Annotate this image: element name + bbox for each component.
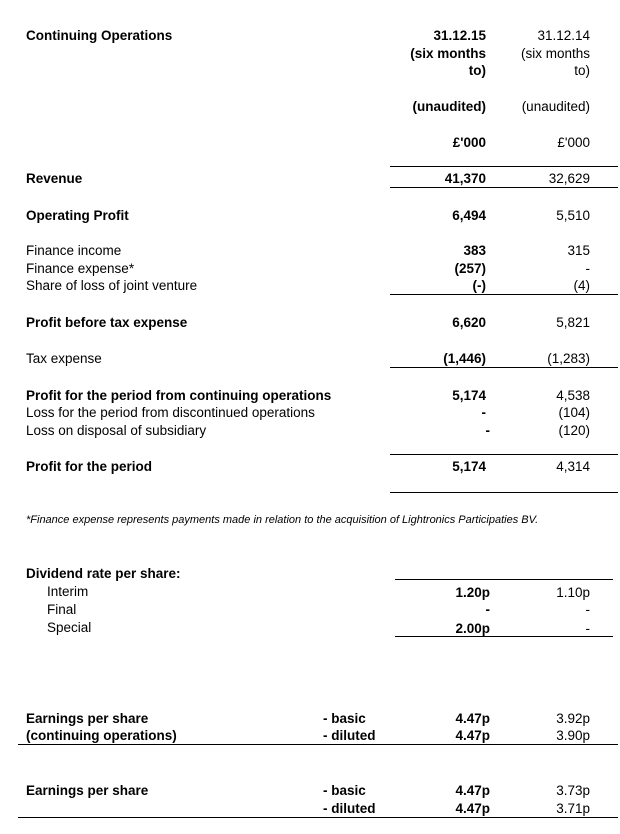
loss-discont-v2: (104) (558, 405, 590, 420)
dividend-final-label: Final (47, 602, 77, 617)
dividend-final-v1: - (485, 602, 490, 617)
divider (390, 367, 618, 368)
finance-expense-v2: - (585, 261, 590, 276)
operating-profit-label: Operating Profit (26, 208, 129, 223)
divider (395, 636, 613, 637)
col2-period: (six months (520, 46, 590, 61)
footnote: *Finance expense represents payments made in relation to the acquisition of Lightronics Participaties BV. (26, 514, 539, 526)
loss-disposal-v2: (120) (558, 423, 590, 438)
col1-date: 31.12.15 (433, 28, 486, 43)
eps-cont-diluted-v2: 3.90p (556, 728, 590, 743)
tax-label: Tax expense (26, 351, 102, 366)
tax-v2: (1,283) (547, 351, 590, 366)
revenue-v2: 32,629 (548, 171, 590, 186)
operating-profit-v2: 5,510 (556, 208, 590, 223)
pbt-label: Profit before tax expense (26, 315, 188, 330)
dividend-special-v1: 2.00p (455, 621, 490, 636)
profit-cont-label: Profit for the period from continuing operations (26, 388, 332, 403)
col1-period: (six months (410, 46, 486, 61)
eps-cont-diluted-label: - diluted (323, 728, 376, 743)
pbt-v1: 6,620 (452, 315, 486, 330)
divider (18, 817, 618, 818)
finance-income-v1: 383 (463, 243, 486, 258)
loss-discont-label: Loss for the period from discontinued operations (26, 405, 315, 420)
profit-period-label: Profit for the period (26, 459, 152, 474)
eps-total-diluted-v2: 3.71p (556, 801, 590, 816)
loss-disposal-label: Loss on disposal of subsidiary (26, 423, 207, 438)
finance-income-label: Finance income (26, 243, 122, 258)
profit-cont-v1: 5,174 (452, 388, 486, 403)
divider (390, 492, 618, 493)
dividend-interim-label: Interim (47, 584, 89, 599)
col1-period-end: to) (468, 63, 486, 78)
col1-audit: (unaudited) (412, 99, 486, 114)
finance-expense-label: Finance expense* (26, 261, 135, 276)
col2-audit: (unaudited) (521, 99, 590, 114)
profit-cont-v2: 4,538 (556, 388, 590, 403)
tax-v1: (1,446) (443, 351, 486, 366)
divider (18, 744, 618, 745)
divider (390, 187, 618, 188)
col2-period-end: to) (574, 63, 590, 78)
eps-total-basic-label: - basic (323, 783, 366, 798)
dividend-special-v2: - (585, 621, 590, 636)
eps-cont-basic-v1: 4.47p (455, 711, 490, 726)
dividend-title: Dividend rate per share: (26, 566, 181, 581)
dividend-special-label: Special (47, 620, 92, 635)
revenue-label: Revenue (26, 171, 83, 186)
eps-cont-label1: Earnings per share (26, 711, 149, 726)
col2-unit: £'000 (557, 135, 590, 150)
pbt-v2: 5,821 (556, 315, 590, 330)
share-loss-jv-v1: (-) (472, 278, 486, 293)
operating-profit-v1: 6,494 (452, 208, 486, 223)
profit-period-v2: 4,314 (556, 459, 590, 474)
divider (390, 294, 618, 295)
eps-total-basic-v2: 3.73p (556, 783, 590, 798)
dividend-interim-v1: 1.20p (455, 585, 490, 600)
profit-period-v1: 5,174 (452, 459, 486, 474)
col1-unit: £'000 (452, 135, 486, 150)
divider (390, 454, 618, 455)
finance-expense-v1: (257) (454, 261, 486, 276)
eps-cont-diluted-v1: 4.47p (455, 728, 490, 743)
eps-total-diluted-label: - diluted (323, 801, 376, 816)
divider (390, 166, 618, 167)
section-title: Continuing Operations (26, 28, 173, 43)
eps-total-basic-v1: 4.47p (455, 783, 490, 798)
eps-cont-basic-label: - basic (323, 711, 366, 726)
dividend-interim-v2: 1.10p (556, 585, 590, 600)
divider (395, 579, 613, 580)
dividend-final-v2: - (585, 602, 590, 617)
eps-cont-label2: (continuing operations) (26, 728, 177, 743)
loss-discont-v1: - (481, 405, 486, 420)
finance-income-v2: 315 (567, 243, 590, 258)
eps-total-diluted-v1: 4.47p (455, 801, 490, 816)
share-loss-jv-label: Share of loss of joint venture (26, 278, 198, 293)
loss-disposal-v1: - (485, 423, 490, 438)
revenue-v1: 41,370 (444, 171, 486, 186)
eps-cont-basic-v2: 3.92p (556, 711, 590, 726)
share-loss-jv-v2: (4) (573, 278, 590, 293)
eps-total-label: Earnings per share (26, 783, 149, 798)
col2-date: 31.12.14 (537, 28, 590, 43)
